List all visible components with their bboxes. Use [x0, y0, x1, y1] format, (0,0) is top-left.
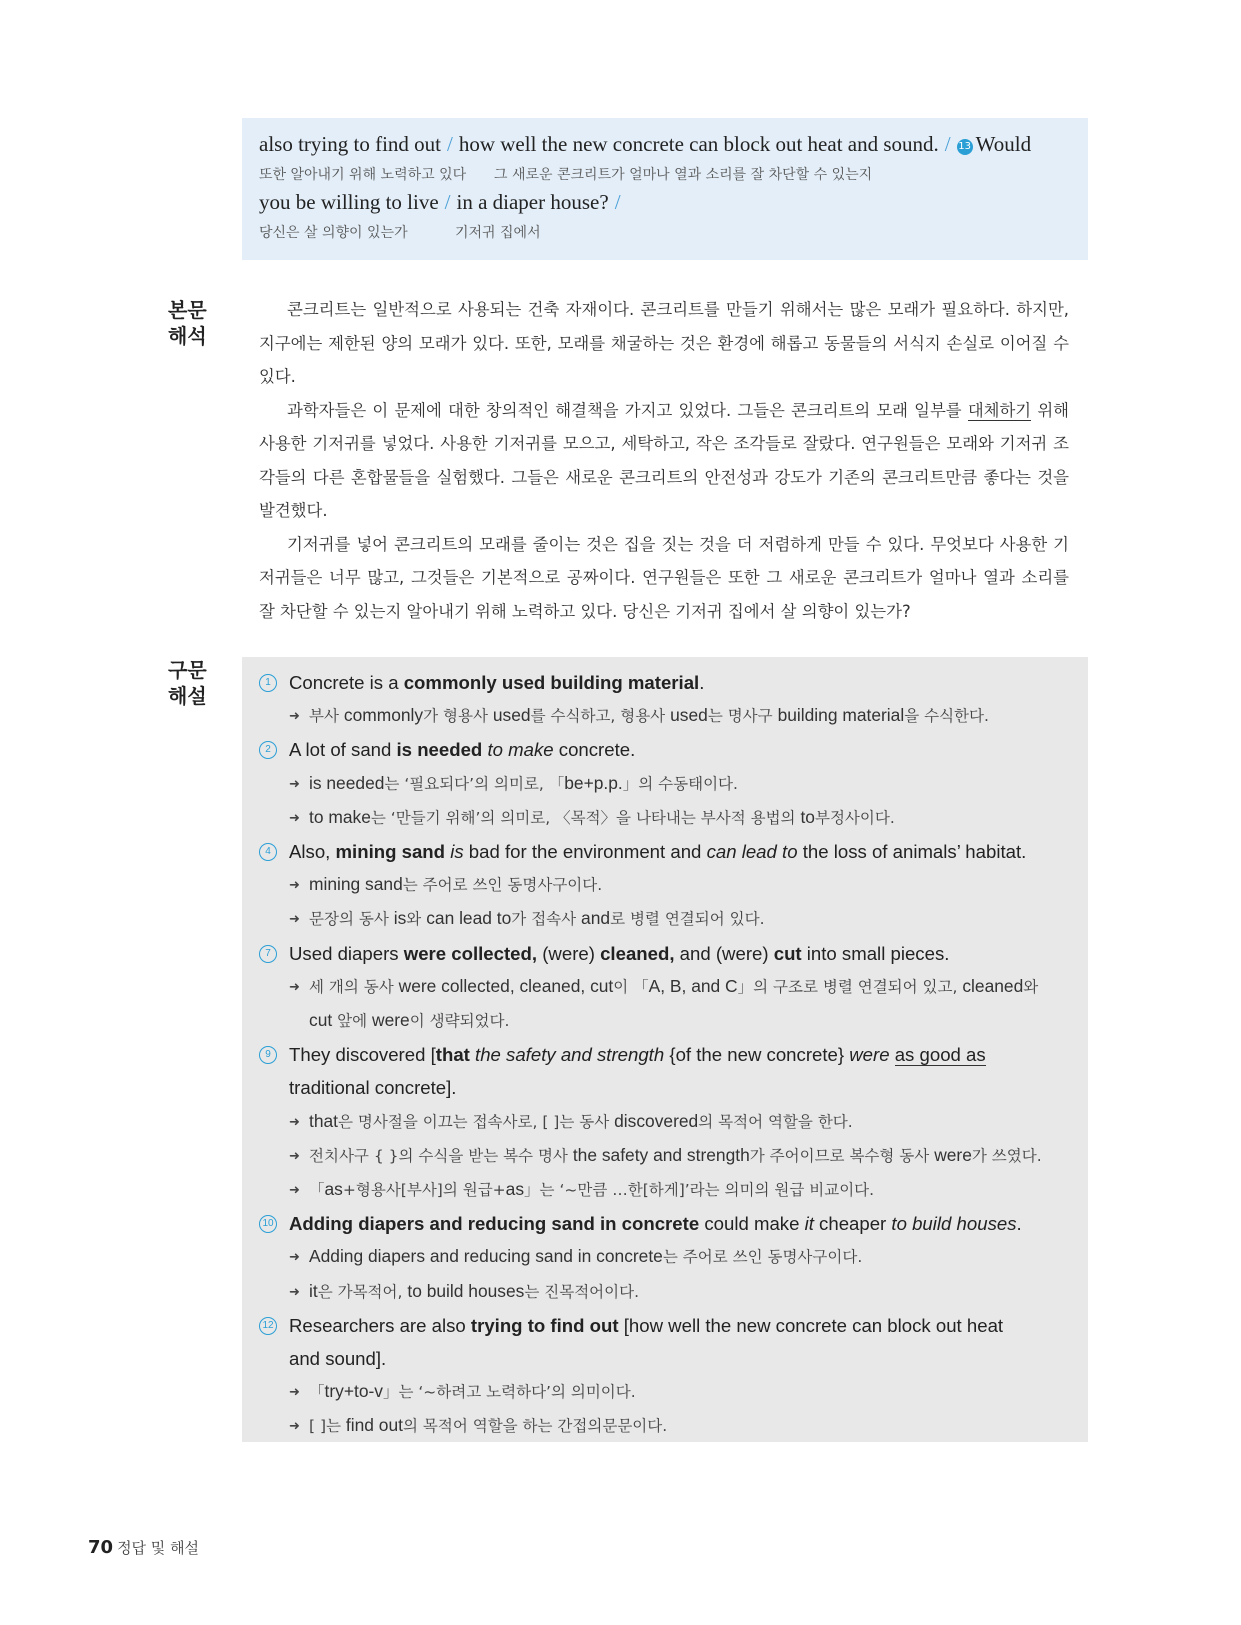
page-footer [88, 1537, 199, 1558]
arrow-icon: ➜ [289, 1249, 300, 1265]
grammar-note: ➜ to make는 ‘만들기 위해’의 의미로, 〈목적〉을 나타내는 부사적 용법의 to부정사이다. [259, 801, 1071, 835]
item-number-badge: 10 [259, 1215, 277, 1233]
grammar-note: ➜ 문장의 동사 is와 can lead to가 접속사 and로 병렬 연결되어 있다. [259, 902, 1071, 936]
grammar-note: ➜ 부사 commonly가 형용사 used를 수식하고, 형용사 used는 명사구 building material을 수식한다. [259, 699, 1071, 733]
item-number-badge: 7 [259, 945, 277, 963]
underlined-phrase: as good as [894, 1044, 986, 1066]
chunk: Would [975, 132, 1032, 156]
grammar-item-continued: and sound]. [289, 1348, 387, 1370]
sentence-line-2 [259, 190, 627, 215]
translation-paragraph-2: 과학자들은 이 문제에 대한 창의적인 해결책을 가지고 있었다. 그들은 콘크리트의 모래 일부를 대체하기 위해 사용한 기저귀를 넣었다. 사용한 기저귀를 모으고, 세탁하고, 작은 조각들로 잘랐다. 연구원들은 모래와 기저귀 조각들의 다른 혼합물들을 실험했다. 그들은 새로운 콘크리트의 안전성과 강도가 기존의 콘크리트만큼 좋다는 것을 발견했다. [259, 400, 1069, 520]
grammar-note: ➜ mining sand는 주어로 쓰인 동명사구이다. [259, 868, 1071, 902]
chunk: how well the new concrete can block out heat and sound. [458, 132, 939, 156]
grammar-note: ➜ Adding diapers and reducing sand in concrete는 주어로 쓰인 동명사구이다. [259, 1240, 1071, 1274]
section-label-grammar: 구문 해설 [168, 658, 207, 708]
arrow-icon: ➜ [289, 809, 300, 825]
arrow-icon: ➜ [289, 877, 300, 893]
item-number-badge: 2 [259, 741, 277, 759]
slash: / [447, 132, 453, 156]
grammar-item: 2 A lot of sand is needed to make concrete. [259, 733, 1071, 766]
arrow-icon: ➜ [289, 1113, 300, 1129]
arrow-icon: ➜ [289, 1418, 300, 1434]
item-number-badge: 9 [259, 1046, 277, 1064]
section-label-translation: 본문 해석 [168, 298, 207, 348]
grammar-item: 4 Also, mining sand is bad for the environment and can lead to the loss of animals’ habitat. [259, 835, 1071, 868]
grammar-note: ➜ 전치사구 { }의 수식을 받는 복수 명사 the safety and strength가 주어이므로 복수형 동사 were가 쓰였다. [259, 1139, 1071, 1173]
grammar-note: ➜ [ ]는 find out의 목적어 역할을 하는 간접의문문이다. [259, 1409, 1071, 1443]
grammar-item: 7 Used diapers were collected, (were) cleaned, and (were) cut into small pieces. [259, 937, 1071, 970]
arrow-icon: ➜ [289, 1182, 300, 1198]
chunk: you be willing to live [259, 190, 439, 214]
arrow-icon: ➜ [289, 1147, 300, 1163]
grammar-note: ➜ is needed는 ‘필요되다’의 의미로, 「be+p.p.」의 수동태이다. [259, 767, 1071, 801]
chunk: in a diaper house? [456, 190, 609, 214]
arrow-icon: ➜ [289, 1283, 300, 1299]
slash: / [944, 132, 951, 156]
grammar-note: ➜ 「try+to-v」는 ‘~하려고 노력하다’의 의미이다. [259, 1375, 1071, 1409]
translation-text [259, 293, 1069, 628]
slash: / [614, 190, 621, 214]
chunk: also trying to find out [259, 132, 441, 156]
sentence-line-1 [259, 132, 1031, 157]
grammar-item: 1 Concrete is a commonly used building material. [259, 666, 1071, 699]
grammar-note-continued: cut 앞에 were이 생략되었다. [309, 1010, 510, 1031]
chunk-translation: 또한 알아내기 위해 노력하고 있다 [259, 167, 467, 183]
grammar-note: ➜ 세 개의 동사 were collected, cleaned, cut이 「A, B, and C」의 구조로 병렬 연결되어 있고, cleaned와 [259, 970, 1071, 1004]
item-number-badge: 1 [259, 674, 277, 692]
arrow-icon: ➜ [289, 978, 300, 994]
grammar-list [259, 666, 1071, 1444]
arrow-icon: ➜ [289, 1384, 300, 1400]
grammar-note: ➜ 「as+형용사[부사]의 원급+as」는 ‘~만큼 …한[하게]’라는 의미의 원급 비교이다. [259, 1173, 1071, 1207]
arrow-icon: ➜ [289, 775, 300, 791]
chunk-translation: 그 새로운 콘크리트가 얼마나 열과 소리를 잘 차단할 수 있는지 [494, 167, 873, 183]
grammar-note: ➜ that은 명사절을 이끄는 접속사로, [ ]는 동사 discovered의 목적어 역할을 한다. [259, 1105, 1071, 1139]
arrow-icon: ➜ [289, 911, 300, 927]
chunk-translation: 당신은 살 의향이 있는가 [259, 225, 408, 241]
grammar-item: 12 Researchers are also trying to find out [how well the new concrete can block out heat [259, 1309, 1071, 1342]
grammar-item: 9 They discovered [that the safety and strength {of the new concrete} were as good as [259, 1038, 1071, 1071]
grammar-item-continued: traditional concrete]. [289, 1077, 457, 1099]
grammar-note: ➜ it은 가목적어, to build houses는 진목적어이다. [259, 1275, 1071, 1309]
page-number: 70 [88, 1537, 114, 1558]
item-number-badge: 12 [259, 1317, 277, 1335]
item-number-badge: 4 [259, 843, 277, 861]
underlined-word: 대체하기 [967, 400, 1032, 420]
sentence-number-badge: 13 [957, 139, 973, 155]
slash: / [444, 190, 451, 214]
translation-paragraph-1: 콘크리트는 일반적으로 사용되는 건축 자재이다. 콘크리트를 만들기 위해서는 많은 모래가 필요하다. 하지만, 지구에는 제한된 양의 모래가 있다. 또한, 모래를 채굴하는 것은 환경에 해롭고 동물들의 서식지 손실로 이어질 수 있다. [259, 300, 1069, 386]
arrow-icon: ➜ [289, 708, 300, 724]
grammar-item: 10 Adding diapers and reducing sand in concrete could make it cheaper to build houses. [259, 1207, 1071, 1240]
translation-paragraph-3: 기저귀를 넣어 콘크리트의 모래를 줄이는 것은 집을 짓는 것을 더 저렴하게 만들 수 있다. 무엇보다 사용한 기저귀들은 너무 많고, 그것들은 기본적으로 공짜이다. 연구원들은 또한 그 새로운 콘크리트가 얼마나 열과 소리를 잘 차단할 수 있는지 알아내기 위해 노력하고 있다. 당신은 기저귀 집에서 살 의향이 있는가? [259, 534, 1069, 621]
footer-label: 정답 및 해설 [117, 1539, 200, 1557]
chunk-translation: 기저귀 집에서 [455, 225, 541, 241]
